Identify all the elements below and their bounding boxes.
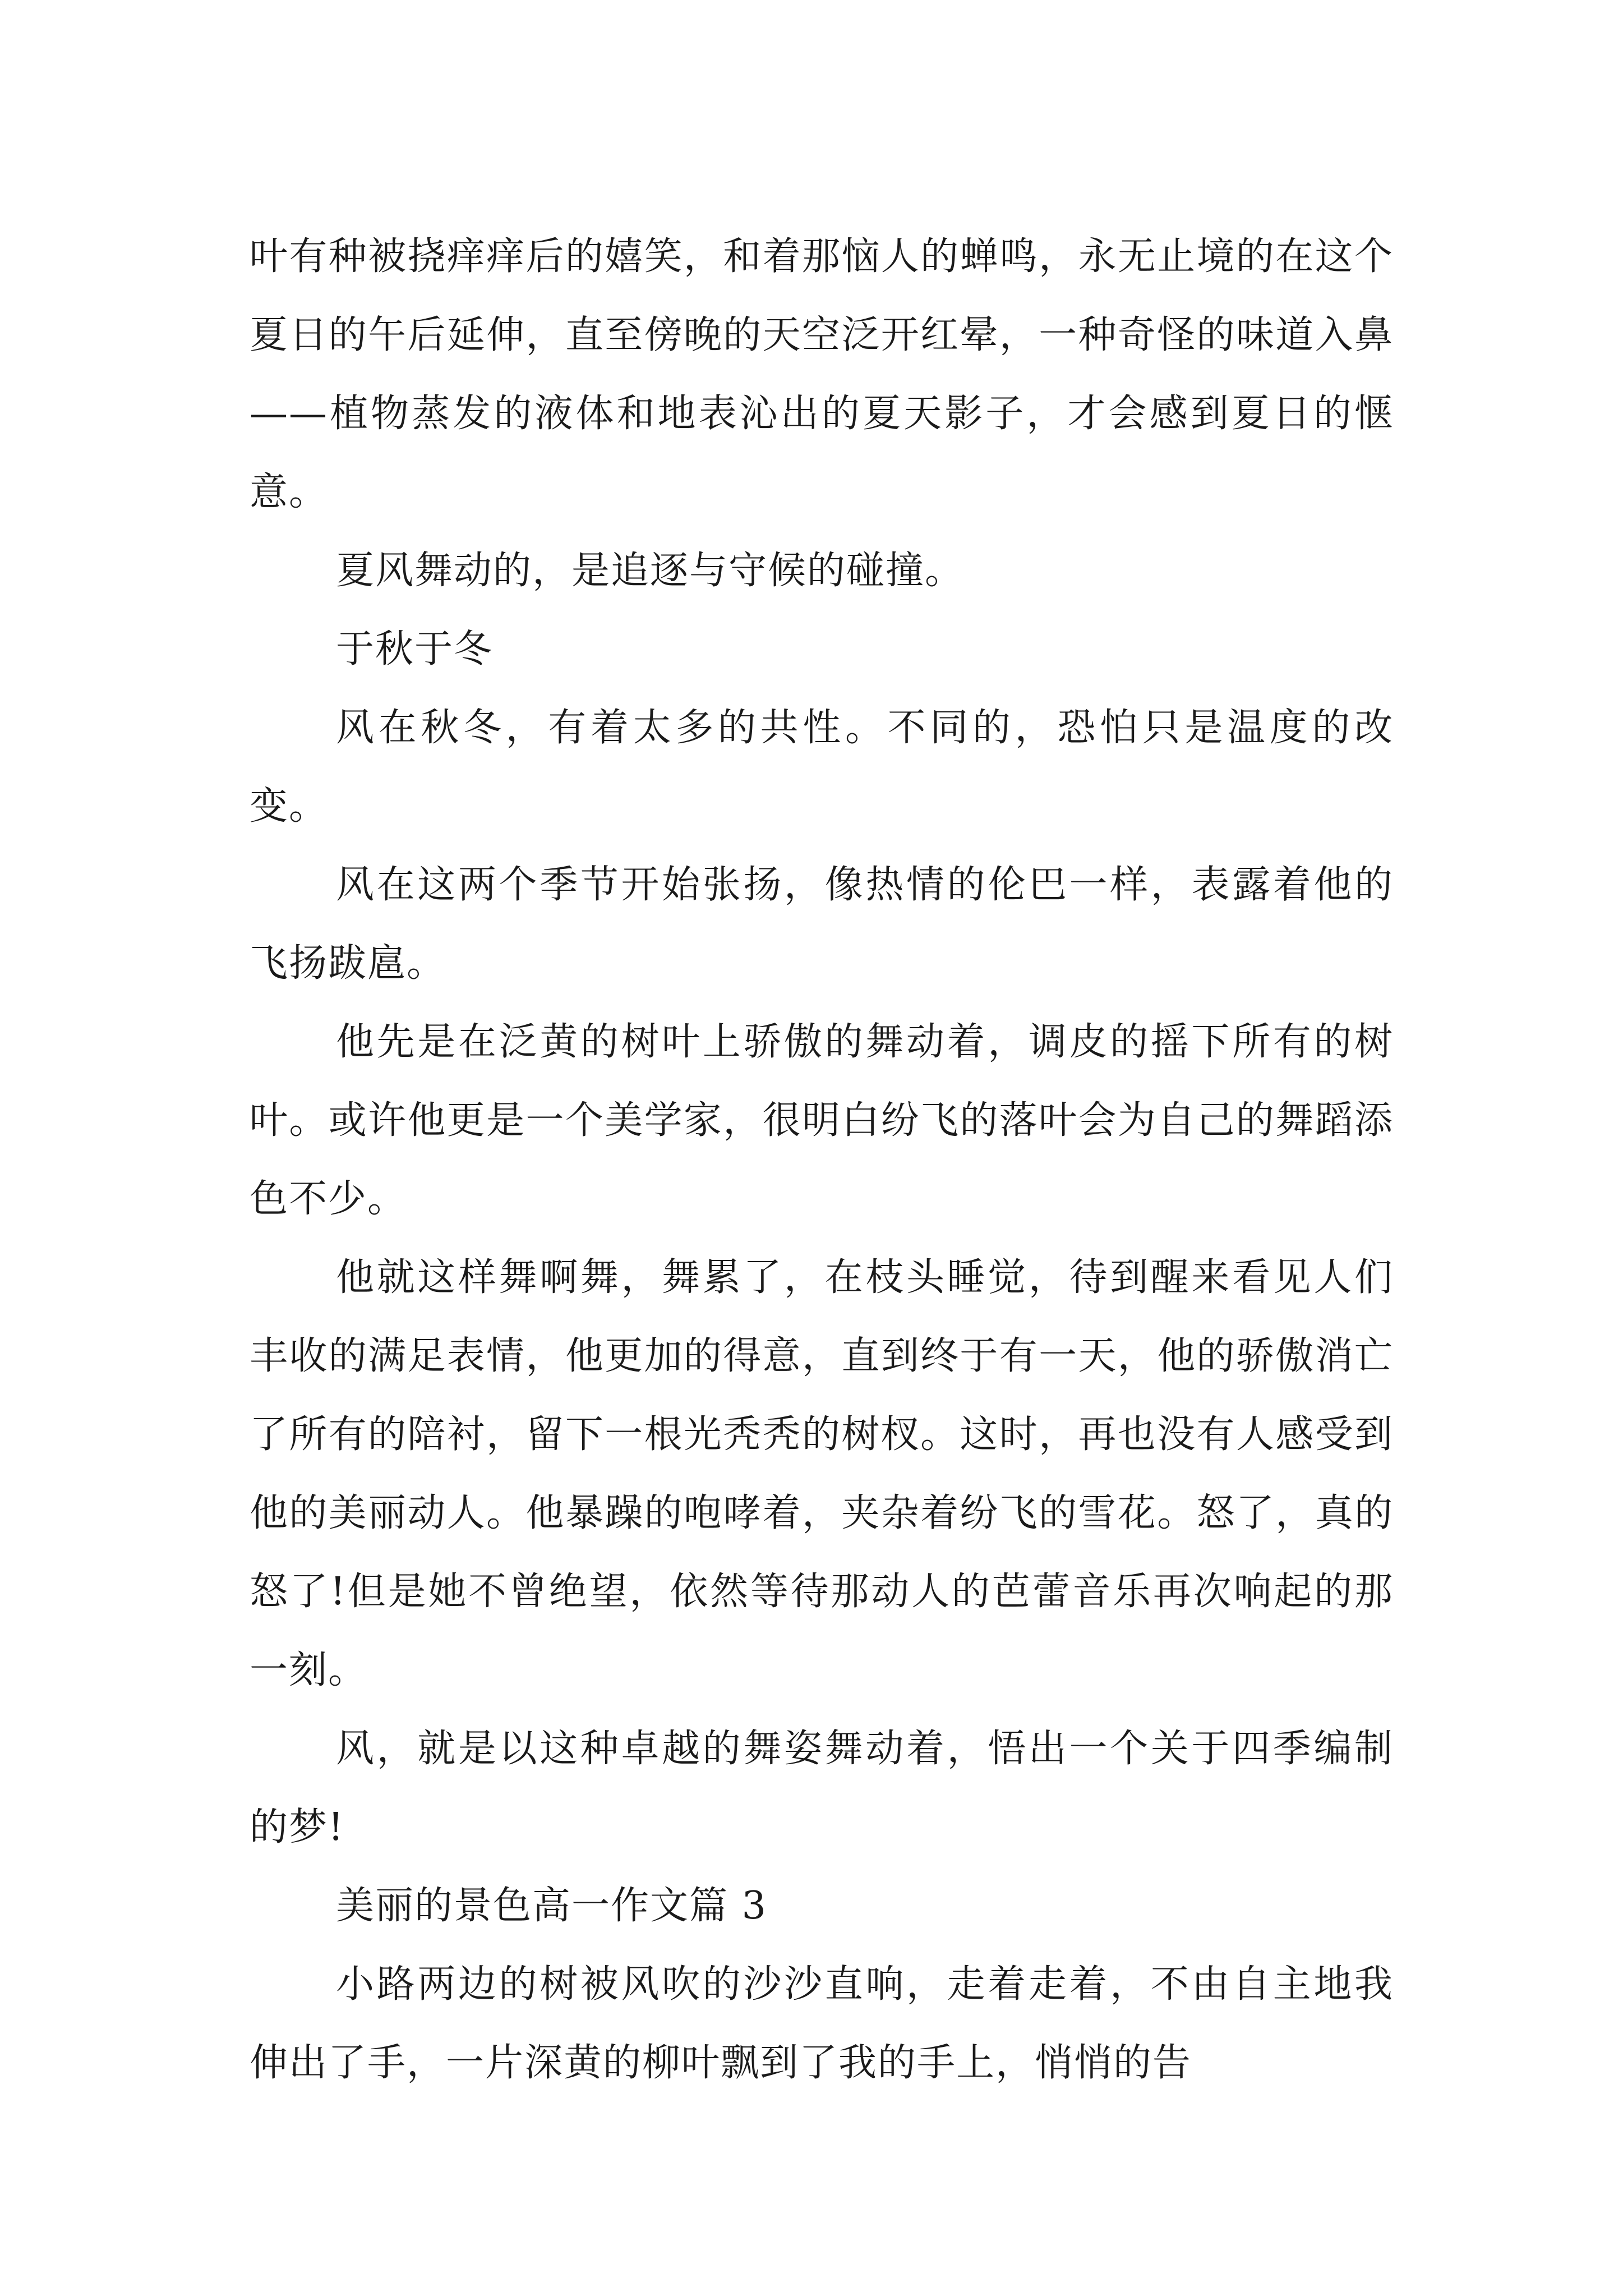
paragraph: 夏风舞动的，是追逐与守候的碰撞。	[336, 549, 965, 593]
section-heading: 于秋于冬	[336, 627, 494, 671]
paragraph: 叶有种被挠痒痒后的嬉笑，和着那恼人的蝉鸣，永无止境的在这个夏日的午后延伸，直至傍晚的天空泛开红晕，一种奇怪的味道入鼻——植物蒸发的液体和地表沁出的夏天影子，才会感到夏日的惬意。	[250, 234, 1394, 514]
paragraph: 风在秋冬，有着太多的共性。不同的，恐怕只是温度的改变。	[250, 706, 1394, 829]
paragraph: 他先是在泛黄的树叶上骄傲的舞动着，调皮的摇下所有的树叶。或许他更是一个美学家，很明白纷飞的落叶会为自己的舞蹈添色不少。	[250, 1020, 1394, 1221]
section-heading: 美丽的景色高一作文篇 3	[336, 1884, 767, 1928]
paragraph: 风，就是以这种卓越的舞姿舞动着，悟出一个关于四季编制的梦!	[250, 1727, 1394, 1849]
document-body	[250, 218, 1394, 2102]
paragraph: 他就这样舞啊舞，舞累了，在枝头睡觉，待到醒来看见人们丰收的满足表情，他更加的得意，直到终于有一天，他的骄傲消亡了所有的陪衬，留下一根光秃秃的树杈。这时，再也没有人感受到他的美丽动人。他暴躁的咆哮着，夹杂着纷飞的雪花。怒了，真的怒了!但是她不曾绝望，依然等待那动人的芭蕾音乐再次响起的那一刻。	[250, 1255, 1394, 1692]
paragraph: 风在这两个季节开始张扬，像热情的伦巴一样，表露着他的飞扬跋扈。	[250, 863, 1394, 986]
paragraph: 小路两边的树被风吹的沙沙直响，走着走着，不由自主地我伸出了手，一片深黄的柳叶飘到了我的手上，悄悄的告	[250, 1962, 1394, 2085]
